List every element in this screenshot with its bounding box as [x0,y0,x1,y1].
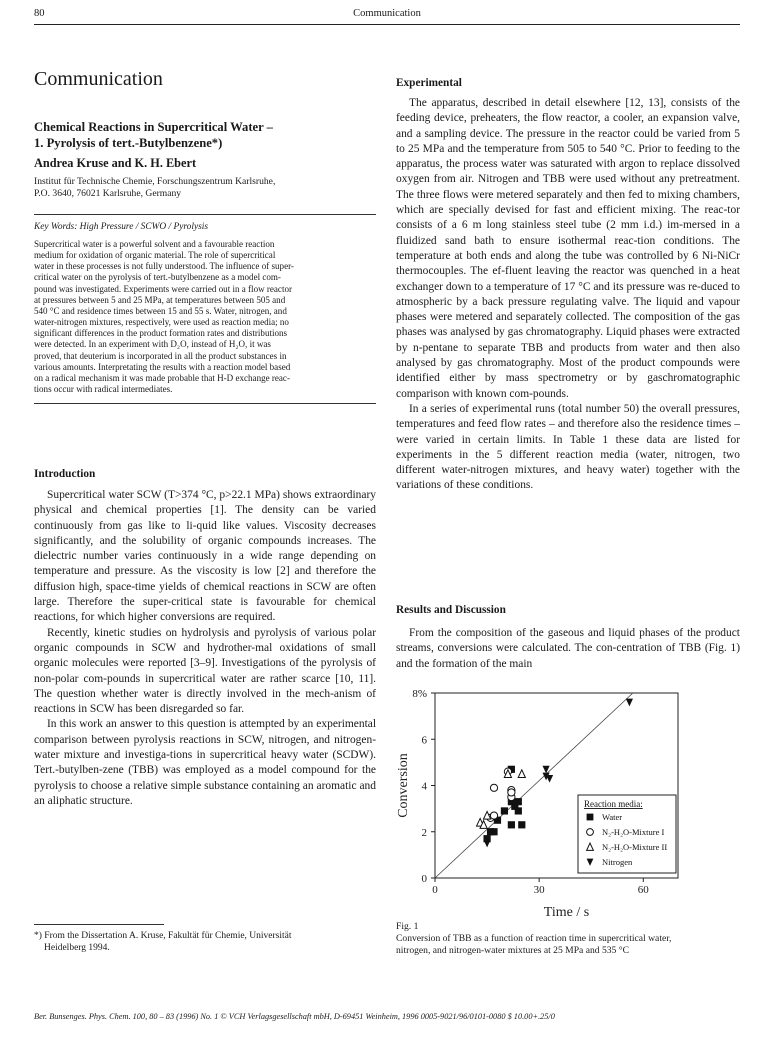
y-tick-label: 8% [412,688,427,700]
paragraph [34,488,376,626]
paragraph [396,626,740,672]
text-line: tions in supercritical heavy water (SCDW). Tert.-butylben- [34,749,376,777]
data-point-square [501,807,508,814]
conversion-chart [388,683,740,923]
authors: Andrea Kruse and K. H. Ebert [34,156,197,170]
text-line: centration of TBB (Fig. 1) and the formation of the main [396,642,741,670]
text-line: the apparatus, the process water was saturated with argon [396,142,740,171]
abstract-line: Supercritical water is a powerful solvent and a favourable reaction [34,239,275,249]
legend-entry: N₂-H₂O-Mixture II [602,842,668,852]
abstract-line: water in these processes is not fully understood. The influence of super- [34,261,294,272]
data-point-square [515,798,522,805]
text-line: pressure in the reactor could be varied from 5 to 25 MPa [396,127,740,155]
text-line: number varies continuously in a wide range depending on [82,550,377,563]
paper-title-line-2: 1. Pyrolysis of tert.-Butylbenzene*) [34,136,223,150]
text-line: an experimental comparison between pyrolysis reactions in [34,718,377,746]
paper-title [34,119,374,151]
legend-marker [587,829,594,836]
figure-caption [396,933,740,957]
x-tick-label: 60 [637,884,649,896]
text-line: water-nitrogen mixtures, and heavy water) together with the [441,464,740,477]
abstract-rule-bottom [34,403,376,404]
affiliation-line-1: Institut für Technische Chemie, Forschungszentrum Karlsruhe, [34,176,276,187]
legend-entry: Water [602,812,623,822]
text-line: an aromatic and an aliphatic structure. [34,779,376,807]
paragraph [34,626,376,718]
data-point-triangle-down [626,699,633,707]
y-axis-label: Conversion [396,753,411,818]
text-line: are specially devised for fast and efficient mixing. The reac- [429,204,728,217]
abstract-line: 540 °C and residence times between 15 and 55 s. Water, nitrogen, and [34,305,287,316]
affiliation [34,176,374,200]
experimental-heading: Experimental [396,77,462,89]
data-point-square [508,821,515,828]
text-line: also analysed by gas chromatography. Most of the product [396,341,741,370]
abstract-line: critical water on the pyrolysis of tert.-butylbenzene as a model com- [34,272,281,283]
x-tick-label: 0 [432,884,438,896]
page-header [34,8,740,25]
abstract-line: were detected. In an experiment with D₂O, instead of H₂O, it was [34,339,271,350]
text-line: variations of these conditions. [396,479,534,492]
abstract [34,239,376,395]
text-line: and the temperature from 505 to 540 °C. Prior to feeding to [447,142,727,155]
text-line: shows extraordinary physical and chemical properties [1]. [34,489,376,517]
text-line: metered separately and then fed to mixing chambers, which [396,188,740,217]
text-line: The apparatus, described in detail elsewhere [12, 13], [409,97,671,109]
text-line: Recently, kinetic studies on hydrolysis and pyrolysis of [47,626,315,639]
text-line: higher conversions are required. [128,611,276,624]
figure-label: Fig. 1 [396,921,419,932]
legend-title: Reaction media: [584,799,643,809]
data-point-triangle-down [483,840,490,848]
text-line: tion conditions. The temperature at both ends and along the [396,234,740,262]
y-tick-label: 6 [421,734,427,747]
text-line: compounds were identified either by mass spectrometry [396,357,740,385]
text-line: therefore also the residence times – were varied in certain [396,418,741,446]
abstract-line: pound was investigated. Experiments were carried out in a flow reactor [34,283,292,294]
running-title: Communication [353,8,421,19]
paragraph [396,402,740,494]
abstract-line: proved, that deuterium is incorporated in all the product substances in [34,350,287,361]
text-line: Supercritical water SCW (T>374 °C, p>22.1 MPa) [47,489,283,501]
key-words: Key Words: High Pressure / SCWO / Pyrolysis [34,222,209,232]
text-line: consists of the feeding device, preheaters, the flow reactor, [396,97,740,125]
page-number: 80 [34,8,45,19]
results-heading: Results and Discussion [396,604,506,616]
introduction-body [34,488,376,809]
paper-title-line-1: Chemical Reactions in Supercritical Water – [34,120,273,134]
abstract-line: tions occur with radical intermediates. [34,384,173,395]
text-line: tor consists of a 6 m long stainless steel tube (2 mm i.d.) im- [396,204,741,232]
footnote [34,930,376,954]
text-line: solubility of organic compounds increases. The dielectric [34,534,376,563]
experimental-body [396,96,740,494]
text-line: question whether water is directly involved in the mech- [57,687,334,700]
data-point-circle [490,812,497,819]
text-line: zene (TBB) was employed as a model compound for the [102,764,376,777]
y-tick-label: 4 [421,780,427,793]
text-line: duced to atmospheric by a back pressure regulating valve. [396,280,740,308]
legend-marker [587,814,594,821]
text-line: tube was controlled by 6 Ni-NiCr thermocouples. The ef- [396,249,740,278]
data-point-circle [508,789,515,796]
abstract-line: significant differences in the product formation rates and distributions [34,328,288,339]
figure-1 [388,683,740,923]
data-point-circle [490,784,497,791]
footnote-line-2: Heidelberg 1994. [44,943,110,953]
text-line: pounds in supercritical water are rather scarce [10, 11]. The [34,672,376,700]
legend-entry: N₂-H₂O-Mixture I [602,827,665,837]
abstract-line: at pressures between 5 and 25 MPa, at temperatures between 505 and [34,294,286,305]
abstract-line: on a radical mechanism it was made probable that H-D exchange reac- [34,372,290,383]
text-line: mal oxidations of small organic molecules were reported [34,641,376,670]
text-line: by gas chromatography. Liquid phases were extracted by n- [396,326,741,354]
text-line: The density can be varied continuously from gas like to li- [34,504,376,532]
text-line: the product streams, conversions were calculated. The con- [396,627,740,655]
text-line: collected. The composition of the gas phases was analysed [396,311,740,339]
text-line: were used without any pretreatment. The three flows were [396,173,740,201]
text-line: down to a temperature of 17 °C and its pressure was re- [445,280,701,293]
text-line: reactions in SCW are often large. Therefore the super- [34,580,376,609]
text-line: The liquid and vapour phases were metered and separately [396,295,741,324]
text-line: quid like values. Viscosity decreases significantly, and the [34,519,376,547]
text-line: anism of reactions in SCW has been disregarded so far. [34,687,376,716]
data-point-square [490,828,497,835]
text-line: [3–9]. Investigations of the pyrolysis of non-polar com- [34,657,376,685]
text-line: therefore the diffusion high, space-time yields of chemical [34,565,376,593]
text-line: fluent leaving the reactor was quenched in a heat exchanger [396,265,740,293]
data-point-triangle-down [546,775,553,783]
y-tick-label: 2 [421,826,427,839]
data-point-square [518,821,525,828]
footnote-line-1: *) From the Dissertation A. Kruse, Fakultät für Chemie, Universität [34,931,292,941]
figure-caption-line-2: nitrogen, and nitrogen-water mixtures at 25 MPa and 535 °C [396,945,629,957]
text-line: In this work an answer to this question is attempted by [47,718,303,731]
text-line: pounds. [532,387,569,400]
abstract-line: medium for oxidation of organic material. The role of supercritical [34,250,276,261]
paragraph [34,717,376,809]
introduction-heading: Introduction [34,468,96,480]
text-line: temperature and pressure. As the viscosity is low [2] and [34,565,316,578]
paragraph [396,96,740,402]
section-title: Communication [34,68,163,90]
text-line: overall pressures, temperatures and feed flow rates – and [396,402,740,431]
x-axis-label: Time / s [543,905,590,920]
text-line: From the composition of the gaseous and liquid phases of [409,627,688,639]
text-line: critical state is favourable for chemical reactions, for which [34,596,376,624]
text-line: various polar organic compounds in SCW and hydrother- [34,626,376,654]
y-tick-label: 0 [421,873,427,885]
abstract-line: various amounts. Interpretating the results with a reaction model based [34,361,291,372]
abstract-rule-top [34,214,376,215]
data-point-square [515,807,522,814]
figure-caption-line-1: Conversion of TBB as a function of reaction time in supercritical water, [396,933,672,944]
abstract-line: water-nitrogen mixtures, respectively, were used as reaction media; no [34,317,289,328]
text-line: to replace dissolved oxygen from air. Nitrogen and TBB [396,158,740,186]
text-line: 5 different reaction media (water, nitrogen, two different [396,448,740,477]
x-tick-label: 30 [533,884,545,896]
data-point-triangle-up [518,770,525,778]
text-line: or by gaschromatographic comparison with known com- [396,372,741,400]
results-body [396,626,740,672]
affiliation-line-2: P.O. 3640, 76021 Karlsruhe, Germany [34,188,182,199]
text-line: In a series of experimental runs (total number 50) the [409,402,660,415]
legend-entry: Nitrogen [602,857,633,867]
text-line: limits. In Table 1 these data are listed for experiments in the [396,433,741,461]
page-footer: Ber. Bunsenges. Phys. Chem. 100, 80 – 83 (1996) No. 1 © VCH Verlagsgesellschaft mbH, D-69451 Weinheim, 1996 0005-9021/96/0101-0080 $ 10.00+.25/0 [34,1012,555,1021]
text-line: a cooler, an expansion valve, and a sampling device. The [396,112,740,140]
text-line: mersed in a fluidized sand bath to ensure isothermal reac- [396,219,740,247]
text-line: pyrolysis to choose a relative simple substance containing [34,779,303,792]
text-line: SCW, nitrogen, and nitrogen-water mixture and investiga- [34,733,376,762]
footnote-rule [34,924,164,925]
text-line: pentane to separate TBB and products from water and then [422,341,722,354]
